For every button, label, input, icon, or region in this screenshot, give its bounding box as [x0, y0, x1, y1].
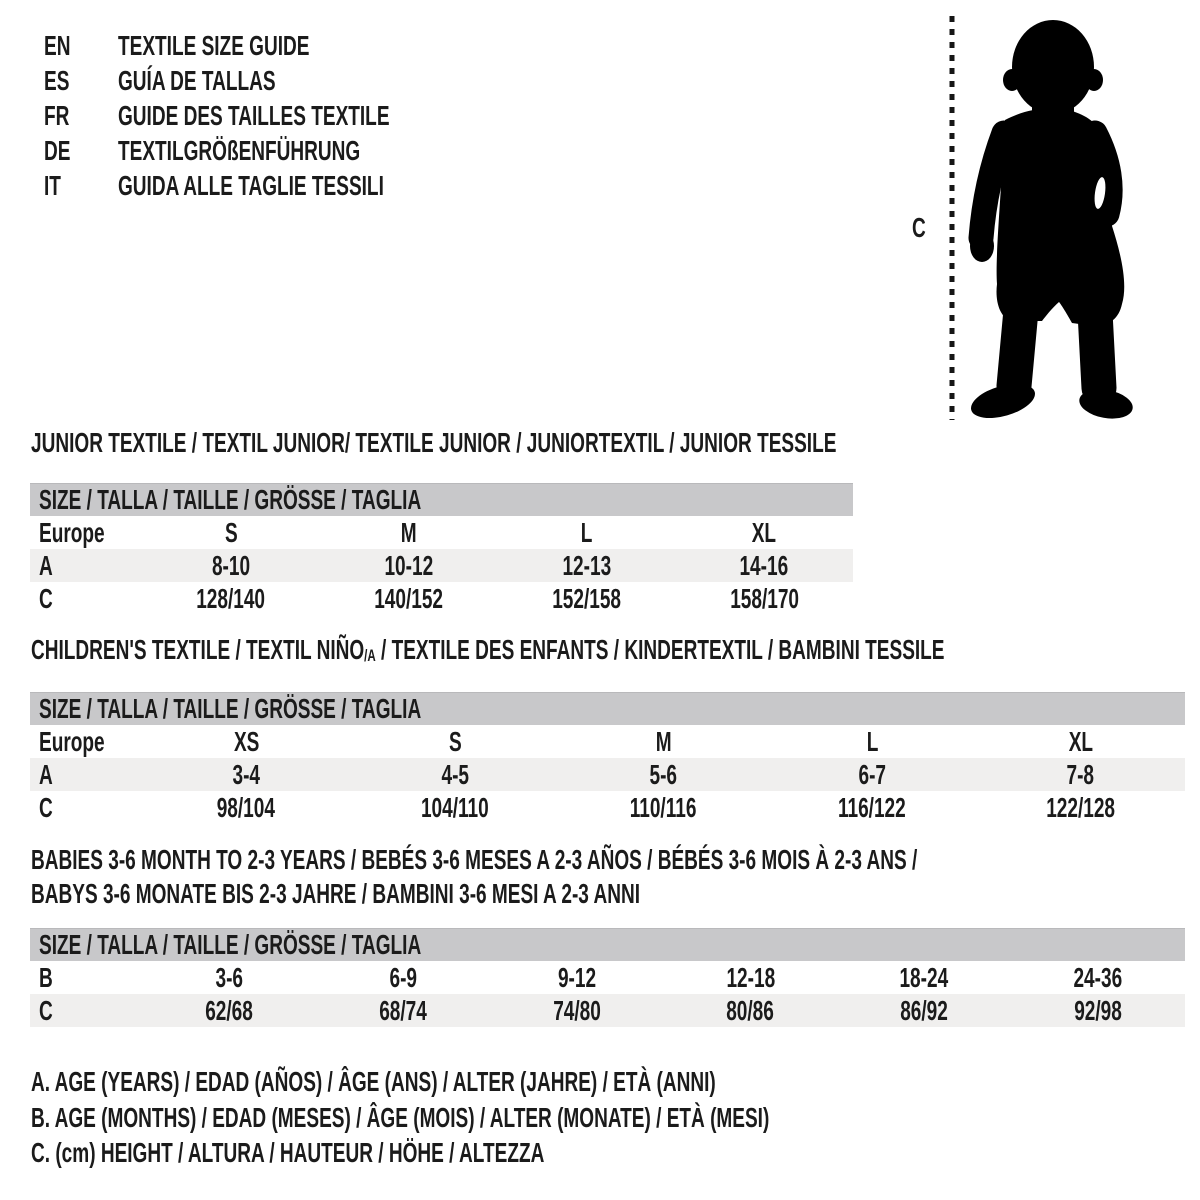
size-cell: 12-13: [562, 549, 611, 581]
table-row: [30, 549, 853, 582]
children-section-title: CHILDREN'S TEXTILE / TEXTIL NIÑO/A / TEXTILE DES ENFANTS / KINDERTEXTIL / BAMBINI TESSILE: [31, 634, 945, 665]
table-row: [30, 758, 1185, 791]
table-row: [30, 961, 1185, 994]
size-cell: 152/158: [551, 582, 621, 614]
language-title: GUIDE DES TAILLES TEXTILE: [118, 99, 390, 131]
babies-size-table: [30, 928, 1185, 1027]
language-code: ES: [44, 64, 70, 96]
size-cell: 6-9: [388, 961, 417, 993]
language-code: EN: [44, 29, 71, 61]
row-label: C: [39, 994, 53, 1026]
size-cell: 9-12: [557, 961, 596, 993]
language-code: IT: [44, 169, 61, 201]
size-cell: M: [655, 725, 672, 757]
language-title: TEXTILGRÖßENFÜHRUNG: [118, 134, 361, 166]
size-cell: M: [400, 516, 417, 548]
row-label: C: [39, 582, 53, 614]
size-table-header: SIZE / TALLA / TAILLE / GRÖSSE / TAGLIA: [30, 483, 853, 516]
junior-size-table: [30, 483, 853, 615]
toddler-silhouette: [900, 0, 1200, 430]
size-cell: 74/80: [552, 994, 601, 1026]
size-cell: XS: [233, 725, 259, 757]
size-cell: 18-24: [899, 961, 949, 993]
height-measure-label: C: [912, 212, 926, 243]
size-cell: 116/122: [838, 791, 906, 823]
language-title: GUÍA DE TALLAS: [118, 64, 276, 96]
toddler-silhouette-shape: [967, 20, 1135, 425]
language-row: [44, 168, 517, 203]
table-row: [30, 994, 1185, 1027]
language-row: [44, 63, 517, 98]
language-code: FR: [44, 99, 70, 131]
babies-section-title-line1: BABIES 3-6 MONTH TO 2-3 YEARS / BEBÉS 3-6 MESES A 2-3 AÑOS / BÉBÉS 3-6 MOIS À 2-3 ANS /: [31, 844, 918, 875]
size-cell: L: [580, 516, 593, 548]
size-cell: 122/128: [1046, 791, 1116, 823]
row-label: A: [39, 758, 53, 790]
size-cell: 24-36: [1073, 961, 1123, 993]
size-cell: L: [866, 725, 878, 757]
table-row: [30, 516, 853, 549]
legend-line-b: B. AGE (MONTHS) / EDAD (MESES) / ÂGE (MOIS) / ALTER (MONATE) / ETÀ (MESI): [31, 1102, 770, 1133]
table-row: [30, 791, 1185, 824]
size-cell: 4-5: [441, 758, 469, 790]
language-row: [44, 133, 517, 168]
size-cell: 98/104: [217, 791, 276, 823]
row-label: C: [39, 791, 53, 823]
size-cell: 86/92: [900, 994, 949, 1026]
size-table-header: SIZE / TALLA / TAILLE / GRÖSSE / TAGLIA: [30, 928, 1185, 961]
size-cell: 3-4: [232, 758, 261, 790]
language-title: GUIDA ALLE TAGLIE TESSILI: [118, 169, 384, 201]
row-label: A: [39, 549, 53, 581]
size-cell: S: [448, 725, 462, 757]
junior-section-title: JUNIOR TEXTILE / TEXTIL JUNIOR/ TEXTILE JUNIOR / JUNIORTEXTIL / JUNIOR TESSILE: [31, 427, 837, 458]
size-cell: S: [224, 516, 238, 548]
size-cell: 14-16: [739, 549, 789, 581]
size-cell: 140/152: [374, 582, 444, 614]
size-cell: 3-6: [215, 961, 243, 993]
babies-section-title-line2: BABYS 3-6 MONATE BIS 2-3 JAHRE / BAMBINI 3-6 MESI A 2-3 ANNI: [31, 878, 641, 909]
size-cell: 68/74: [378, 994, 427, 1026]
row-label: Europe: [39, 516, 105, 548]
table-row: [30, 582, 853, 615]
language-code: DE: [44, 134, 71, 166]
size-cell: 5-6: [649, 758, 678, 790]
table-row: [30, 725, 1185, 758]
size-cell: 128/140: [196, 582, 266, 614]
children-size-table: [30, 692, 1185, 824]
language-row: [44, 98, 517, 133]
size-cell: 92/98: [1074, 994, 1122, 1026]
size-cell: 10-12: [384, 549, 433, 581]
size-cell: 158/170: [729, 582, 799, 614]
size-cell: 62/68: [205, 994, 253, 1026]
nino-a-subscript: /A: [364, 646, 376, 665]
language-row: [44, 28, 517, 63]
legend-line-a: A. AGE (YEARS) / EDAD (AÑOS) / ÂGE (ANS) / ALTER (JAHRE) / ETÀ (ANNI): [31, 1066, 716, 1097]
row-label: Europe: [39, 725, 105, 757]
size-cell: XL: [751, 516, 777, 548]
legend-line-c: C. (cm) HEIGHT / ALTURA / HAUTEUR / HÖHE / ALTEZZA: [31, 1137, 545, 1168]
size-cell: 8-10: [211, 549, 250, 581]
size-cell: 80/86: [726, 994, 775, 1026]
size-cell: 110/116: [630, 791, 697, 823]
row-label: B: [39, 961, 53, 993]
size-cell: 7-8: [1066, 758, 1095, 790]
language-title-list: [44, 28, 517, 203]
size-cell: 6-7: [858, 758, 886, 790]
size-cell: 12-18: [726, 961, 775, 993]
size-cell: 104/110: [420, 791, 489, 823]
language-title: TEXTILE SIZE GUIDE: [118, 29, 310, 61]
size-table-header: SIZE / TALLA / TAILLE / GRÖSSE / TAGLIA: [30, 692, 1185, 725]
size-cell: XL: [1068, 725, 1093, 757]
